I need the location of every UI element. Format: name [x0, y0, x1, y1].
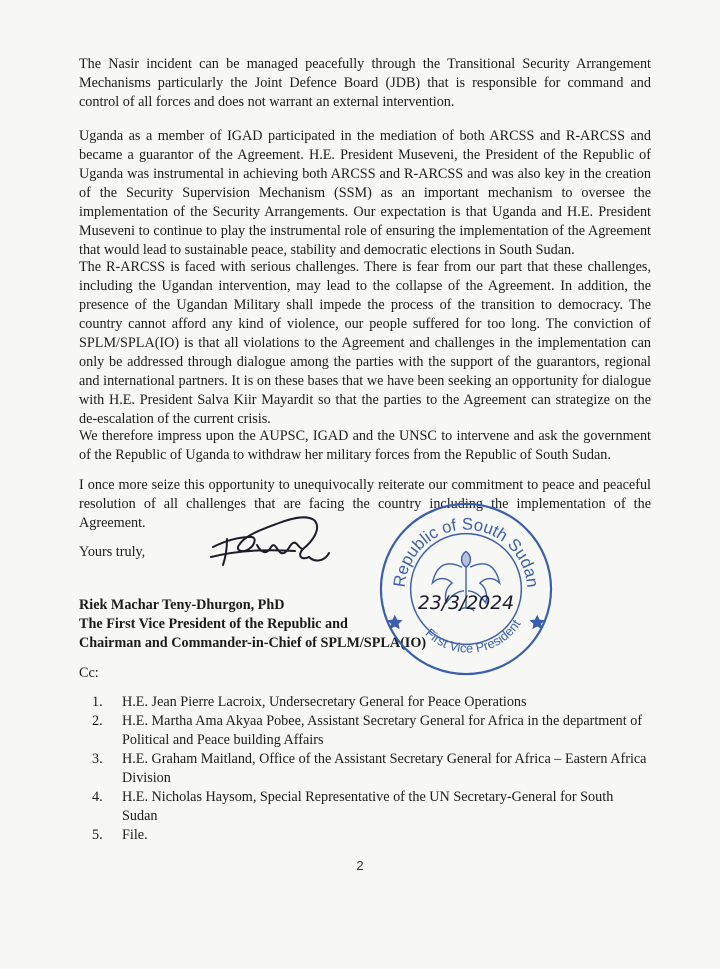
- stamp-date: 23/3/2024: [417, 592, 515, 614]
- list-item-number: 3.: [92, 751, 103, 767]
- cc-label: Cc:: [79, 665, 99, 681]
- list-item: [92, 693, 652, 712]
- list-item-text: H.E. Martha Ama Akyaa Pobee, Assistant Secretary General for Africa in the department of Political and Peace building Affairs: [122, 713, 643, 748]
- closing-salutation: Yours truly,: [79, 544, 146, 560]
- official-seal-stamp: [377, 500, 555, 678]
- seal-outer-text: Republic of South Sudan: [389, 514, 543, 589]
- handwritten-signature: [205, 505, 335, 580]
- list-item-number: 2.: [92, 713, 103, 729]
- list-item: [92, 788, 652, 826]
- list-item-text: File.: [122, 827, 148, 843]
- signature-block: [79, 596, 426, 653]
- list-item-number: 1.: [92, 694, 103, 710]
- list-item-text: H.E. Graham Maitland, Office of the Assistant Secretary General for Africa – Eastern Africa Division: [122, 751, 647, 786]
- paragraph-uganda-role: Uganda as a member of IGAD participated in the mediation of both ARCSS and R-ARCSS and became a guarantor of the Agreement. H.E. President Museveni, the President of the Republic of Uganda was instrumental in achieving both ARCSS and R-ARCSS and was also key in the creation of the Security Supervision Mechanism (SSM) as an important mechanism to oversee the implementation of the Security Arrangements. Our expectation is that Uganda and H.E. President Museveni to continue to play the instrumental role of ensuring the implementation of the Agreement that would lead to sustainable peace, stability and democratic elections in South Sudan.: [79, 128, 651, 258]
- list-item: [92, 712, 652, 750]
- paragraph-challenges: The R-ARCSS is faced with serious challenges. There is fear from our part that these challenges, including the Ugandan intervention, may lead to the collapse of the Agreement. In addition, the presence of the Ugandan Military shall impede the process of the transition to democracy. The country cannot afford any kind of violence, our people suffered for too long. The conviction of SPLM/SPLA(IO) is that all violations to the Agreement and challenges in the implementation can only be addressed through dialogue among the parties with the support of the guarantors, regional and international partners. It is on these bases that we have been seeking an opportunity for dialogue with H.E. President Salva Kiir Mayardit so that the parties to the Agreement can strategize on the de-escalation of the current crisis.: [79, 259, 651, 427]
- list-item: [92, 826, 652, 845]
- signatory-name: Riek Machar Teny-Dhurgon, PhD: [79, 597, 285, 613]
- seal-lower-text: First Vice President: [422, 616, 524, 656]
- list-item-number: 4.: [92, 789, 103, 805]
- signatory-title-line-2: Chairman and Commander-in-Chief of SPLM/SPLA(IO): [79, 635, 427, 651]
- cc-list: [92, 693, 652, 845]
- paragraph-appeal: We therefore impress upon the AUPSC, IGAD and the UNSC to intervene and ask the government of the Republic of Uganda to withdraw her military forces from the Republic of South Sudan.: [79, 428, 651, 463]
- list-item-text: H.E. Nicholas Haysom, Special Representative of the UN Secretary-General for South Sudan: [122, 789, 614, 824]
- list-item: [92, 750, 652, 788]
- list-item-text: H.E. Jean Pierre Lacroix, Undersecretary General for Peace Operations: [122, 694, 527, 710]
- paragraph-commitment: I once more seize this opportunity to unequivocally reiterate our commitment to peace and peaceful resolution of all challenges that are facing the country including the implementation of the Agreement.: [79, 477, 651, 531]
- list-item-number: 5.: [92, 827, 103, 843]
- signatory-title-line-1: The First Vice President of the Republic and: [79, 616, 348, 632]
- paragraph-nasir-incident: The Nasir incident can be managed peacefully through the Transitional Security Arrangement Mechanisms particularly the Joint Defence Board (JDB) that is responsible for command and control of all forces and does not warrant an external intervention.: [79, 56, 651, 110]
- page-number: 2: [356, 858, 364, 873]
